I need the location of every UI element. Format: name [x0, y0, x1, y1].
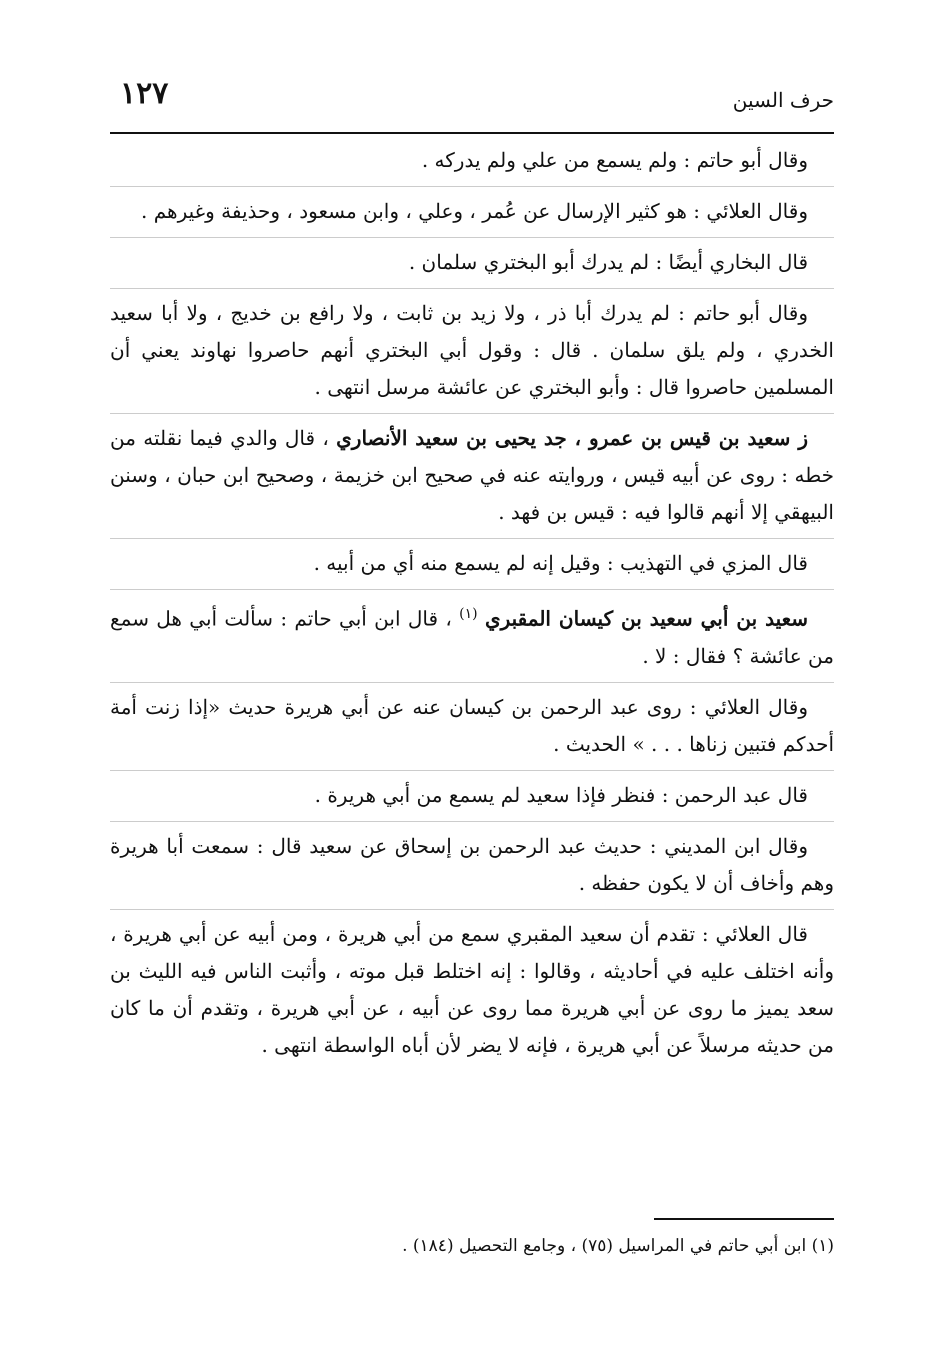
paragraph-text: ، قال ابن أبي حاتم : سألت أبي هل سمع من عائشة ؟ فقال : لا .: [110, 606, 834, 668]
paragraph-text: قال عبد الرحمن : فنظر فإذا سعيد لم يسمع من أبي هريرة .: [314, 782, 808, 807]
header-rule: [110, 132, 834, 134]
paragraph-text: وقال ابن المديني : حديث عبد الرحمن بن إسحاق عن سعيد قال : سمعت أبا هريرة وهم وأخاف أن لا يكون حفظه .: [110, 833, 834, 895]
entry-heading: سعيد بن أبي سعيد بن كيسان المقبري: [484, 606, 809, 631]
footnote-rule: [654, 1218, 834, 1220]
body-text: [110, 142, 834, 1071]
paragraph: [110, 821, 834, 902]
paragraph: [110, 909, 834, 1064]
paragraph: [110, 538, 834, 582]
paragraph-text: وقال العلائي : هو كثير الإرسال عن عُمر ، وعلي ، وابن مسعود ، وحذيفة وغيرهم .: [141, 199, 808, 223]
paragraph-text: ، قال والدي فيما نقلته من خطه : روى عن أبيه قيس ، وروايته عنه في صحيح ابن خزيمة ، وصحيح ابن حبان ، وسنن البيهقي إلا أنهم قالوا فيه : قيس بن فهد .: [110, 426, 834, 524]
running-title: حرف السين: [732, 88, 834, 112]
paragraph: [110, 288, 834, 406]
page-header: [110, 70, 834, 130]
entry-paragraph: [110, 589, 834, 675]
paragraph-text: وقال أبو حاتم : ولم يسمع من علي ولم يدركه .: [421, 148, 808, 172]
paragraph: [110, 142, 834, 179]
paragraph: [110, 682, 834, 763]
entry-paragraph: [110, 413, 834, 531]
paragraph-text: وقال أبو حاتم : لم يدرك أبا ذر ، ولا زيد بن ثابت ، ولا رافع بن خديج ، ولا أبا سعيد الخدري ، ولم يلق سلمان . قال : وقول أبي البختري أنهم حاصروا نهاوند يعني أن المسلمين حاصروا قال : وأبو البختري عن عائشة مرسل انتهى .: [110, 301, 834, 399]
paragraph: [110, 770, 834, 814]
paragraph-text: وقال العلائي : روى عبد الرحمن بن كيسان عنه عن أبي هريرة حديث «إذا زنت أمة أحدكم فتبين زناها . . . » الحديث .: [110, 694, 834, 756]
page-number: ١٢٧: [120, 76, 169, 111]
entry-heading: ز سعيد بن قيس بن عمرو ، جد يحيى بن سعيد الأنصاري: [336, 426, 808, 450]
footnote-marker: (١): [459, 606, 478, 622]
paragraph: [110, 237, 834, 281]
paragraph-text: قال البخاري أيضًا : لم يدرك أبو البختري سلمان .: [408, 250, 808, 274]
paragraph-text: قال العلائي : تقدم أن سعيد المقبري سمع من أبي هريرة ، ومن أبيه عن أبي هريرة ، وأنه اختلف عليه في أحاديثه ، وقالوا : إنه اختلط قبل موته ، وأثبت الناس فيه الليث بن سعد يميز ما روى عن أبي هريرة مما روى عن أبيه ، عن أبي هريرة ، وتقدم أن ما كان من حديثه مرسلاً عن أبي هريرة ، فإنه لا يضر لأن أباه الواسطة انتهى .: [110, 921, 834, 1057]
paragraph: [110, 186, 834, 230]
footnote: (١) ابن أبي حاتم في المراسيل (٧٥) ، وجامع التحصيل (١٨٤) .: [402, 1236, 834, 1256]
paragraph-text: قال المزي في التهذيب : وقيل إنه لم يسمع منه أي من أبيه .: [313, 551, 808, 575]
